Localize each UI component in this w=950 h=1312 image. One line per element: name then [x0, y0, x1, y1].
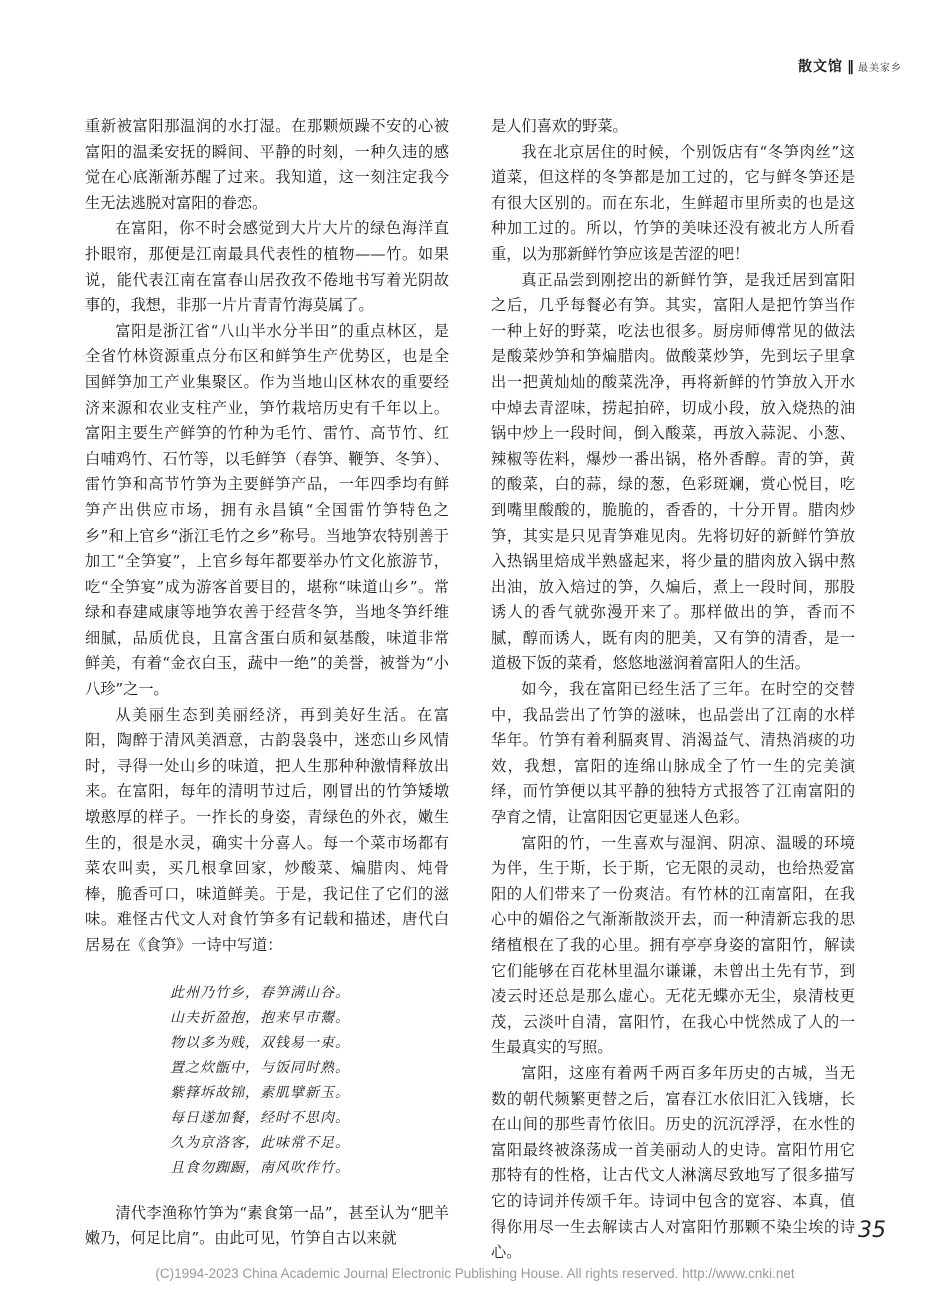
paragraph: 富阳是浙江省“八山半水分半田”的重点林区，是全省竹林资源重点分布区和鲜笋生产优势区，也是全国鲜笋加工产业集聚区。作为当地山区林农的重要经济来源和农业支柱产业，笋竹栽培历史有千年以上。富阳主要生产鲜笋的竹种为毛竹、雷竹、高节竹、红白哺鸡竹、石竹等，以毛鲜笋（春笋、鞭笋、冬笋）、雷竹笋和高节竹笋为主要鲜笋产品，一年四季均有鲜笋产出供应市场，拥有永昌镇“全国雷竹笋特色之乡”和上官乡“浙江毛竹之乡”称号。当地笋农特别善于加工“全笋宴”，上官乡每年都要举办竹文化旅游节，吃“全笋宴”成为游客首要目的，堪称“味道山乡”。常绿和春建咸康等地笋农善于经营冬笋，当地冬笋纤维细腻，品质优良，且富含蛋白质和氨基酸，味道非常鲜美，有着“金衣白玉，蔬中一绝”的美誉，被誉为“小八珍”之一。	[85, 321, 449, 699]
paragraph: 如今，我在富阳已经生活了三年。在时空的交替中，我品尝出了竹笋的滋味，也品尝出了江南的水样华年。竹笋有着利膈爽胃、消渴益气、清热消痰的功效，我想，富阳的连绵山脉成全了竹一生的完美演绎，而竹笋便以其平静的独特方式报答了江南富阳的孕育之情，让富阳因它更显迷人色彩。	[491, 680, 855, 827]
poem-line: 每日遂加餐，经时不思肉。	[170, 1109, 350, 1126]
left-column	[85, 114, 449, 1252]
paragraph: 富阳的竹，一生喜欢与湿润、阴凉、温暖的环境为伴，生于斯，长于斯，它无限的灵动，也给热爱富阳的人们带来了一份爽洁。有竹林的江南富阳，在我心中的媚俗之气渐渐散淡开去，而一种清新忘我的思绪植根在了我的心里。拥有亭亭身姿的富阳竹，解读它们能够在百花林里温尔谦谦，未曾出土先有节，到凌云时还总是那么虚心。无花无蝶亦无尘，泉清枝更茂，云淡叶自清，富阳竹，在我心中恍然成了人的一生最真实的写照。	[491, 833, 855, 1057]
section-subtitle: 最美家乡	[858, 63, 902, 74]
poem-line: 山夫折盈抱，抱来早市鬻。	[170, 1009, 350, 1026]
paragraph: 在富阳，你不时会感觉到大片大片的绿色海洋直扑眼帘，那便是江南最具代表性的植物——竹。如果说，能代表江南在富春山居孜孜不倦地书写着光阴故事的，我想，非那一片片青青竹海莫属了。	[85, 219, 449, 315]
paragraph: 重新被富阳那温润的水打湿。在那颗烦躁不安的心被富阳的温柔安抚的瞬间、平静的时刻，一种久违的感觉在心底渐渐苏醒了过来。我知道，这一刻注定我今生无法逃脱对富阳的眷恋。	[85, 117, 449, 212]
header-separator: ‖	[847, 59, 854, 75]
paragraph: 我在北京居住的时候，个别饭店有“冬笋肉丝”这道菜，但这样的冬笋都是加工过的，它与鲜冬笋还是有很大区别的。而在东北，生鲜超市里所卖的也是这种加工过的。所以，竹笋的美味还没有被北方人所看重，以为那新鲜竹笋应该是苦涩的吧！	[491, 142, 855, 263]
paragraph: 是人们喜欢的野菜。	[491, 117, 628, 135]
paragraph: 从美丽生态到美丽经济，再到美好生活。在富阳，陶醉于清风美酒意，古韵袅袅中，迷恋山乡风情时，寻得一处山乡的味道，把人生那种种激情释放出来。在富阳，每年的清明节过后，刚冒出的竹笋矮墩墩憨厚的样子。一拃长的身姿，青绿色的外衣，嫩生生的，很是水灵，确实十分喜人。每一个菜市场都有菜农叫卖，买几根拿回家，炒酸菜、煸腊肉、炖骨棒，脆香可口，味道鲜美。于是，我记住了它们的滋味。难怪古代文人对食竹笋多有记载和描述，唐代白居易在《食笋》一诗中写道：	[85, 705, 449, 954]
paragraph: 富阳，这座有着两千两百多年历史的古城，当无数的朝代频繁更替之后，富春江水依旧汇入钱塘，长在山间的那些青竹依旧。历史的沉沉浮浮，在水性的富阳最终被涤荡成一首美丽动人的史诗。富阳竹用它那特有的性格，让古代文人淋漓尽致地写了很多描写它的诗词并传颂千年。诗词中包含的宽容、本真，值得你用尽一生去解读古人对富阳竹那颗不染尘埃的诗心。	[491, 1063, 855, 1262]
paragraph: 真正品尝到刚挖出的新鲜竹笋，是我迁居到富阳之后，几乎每餐必有笋。其实，富阳人是把竹笋当作一种上好的野菜，吃法也很多。厨房师傅常见的做法是酸菜炒笋和笋煸腊肉。做酸菜炒笋，先到坛子里拿出一把黄灿灿的酸菜洗净，再将新鲜的竹笋放入开水中焯去青涩味，捞起拍碎，切成小段，放入烧热的油锅中炒上一段时间，倒入酸菜，再放入蒜泥、小葱、辣椒等佐料，爆炒一番出锅，格外香醇。青的笋，黄的酸菜，白的蒜，绿的葱，色彩斑斓，赏心悦目，吃到嘴里酸酸的，脆脆的，香香的，十分开胃。腊肉炒笋，其实是只见青笋难见肉。先将切好的新鲜竹笋放入热锅里焙成半熟盛起来，将少量的腊肉放入锅中熬出油，放入焙过的笋，久煸后，煮上一段时间，那股诱人的香气就弥漫开来了。那样做出的笋，香而不腻，醇而诱人，既有肉的肥美，又有笋的清香，是一道极下饭的菜肴，悠悠地滋润着富阳人的生活。	[491, 270, 855, 673]
paragraph: 清代李渔称竹笋为“素食第一品”，甚至认为“肥羊嫩乃，何足比肩”。由此可见，竹笋自古以来就	[85, 1203, 449, 1248]
section-header	[798, 56, 902, 76]
poem-line: 且食勿踟蹰，南风吹作竹。	[170, 1159, 350, 1176]
copyright-footer: (C)1994-2023 China Academic Journal Electronic Publishing House. All rights reserved. http://www.cnki.net	[155, 1266, 795, 1281]
right-column	[491, 114, 855, 1266]
page-number: 35	[858, 1218, 886, 1243]
poem-line: 久为京洛客，此味常不足。	[170, 1134, 350, 1151]
poem-line: 此州乃竹乡，春笋满山谷。	[170, 984, 350, 1001]
section-title: 散文馆	[798, 59, 843, 75]
poem-block	[170, 981, 449, 1181]
poem-line: 紫箨坼故锦，素肌擘新玉。	[170, 1084, 350, 1101]
poem-line: 置之炊甑中，与饭同时熟。	[170, 1059, 350, 1076]
poem-line: 物以多为贱，双钱易一束。	[170, 1034, 350, 1051]
